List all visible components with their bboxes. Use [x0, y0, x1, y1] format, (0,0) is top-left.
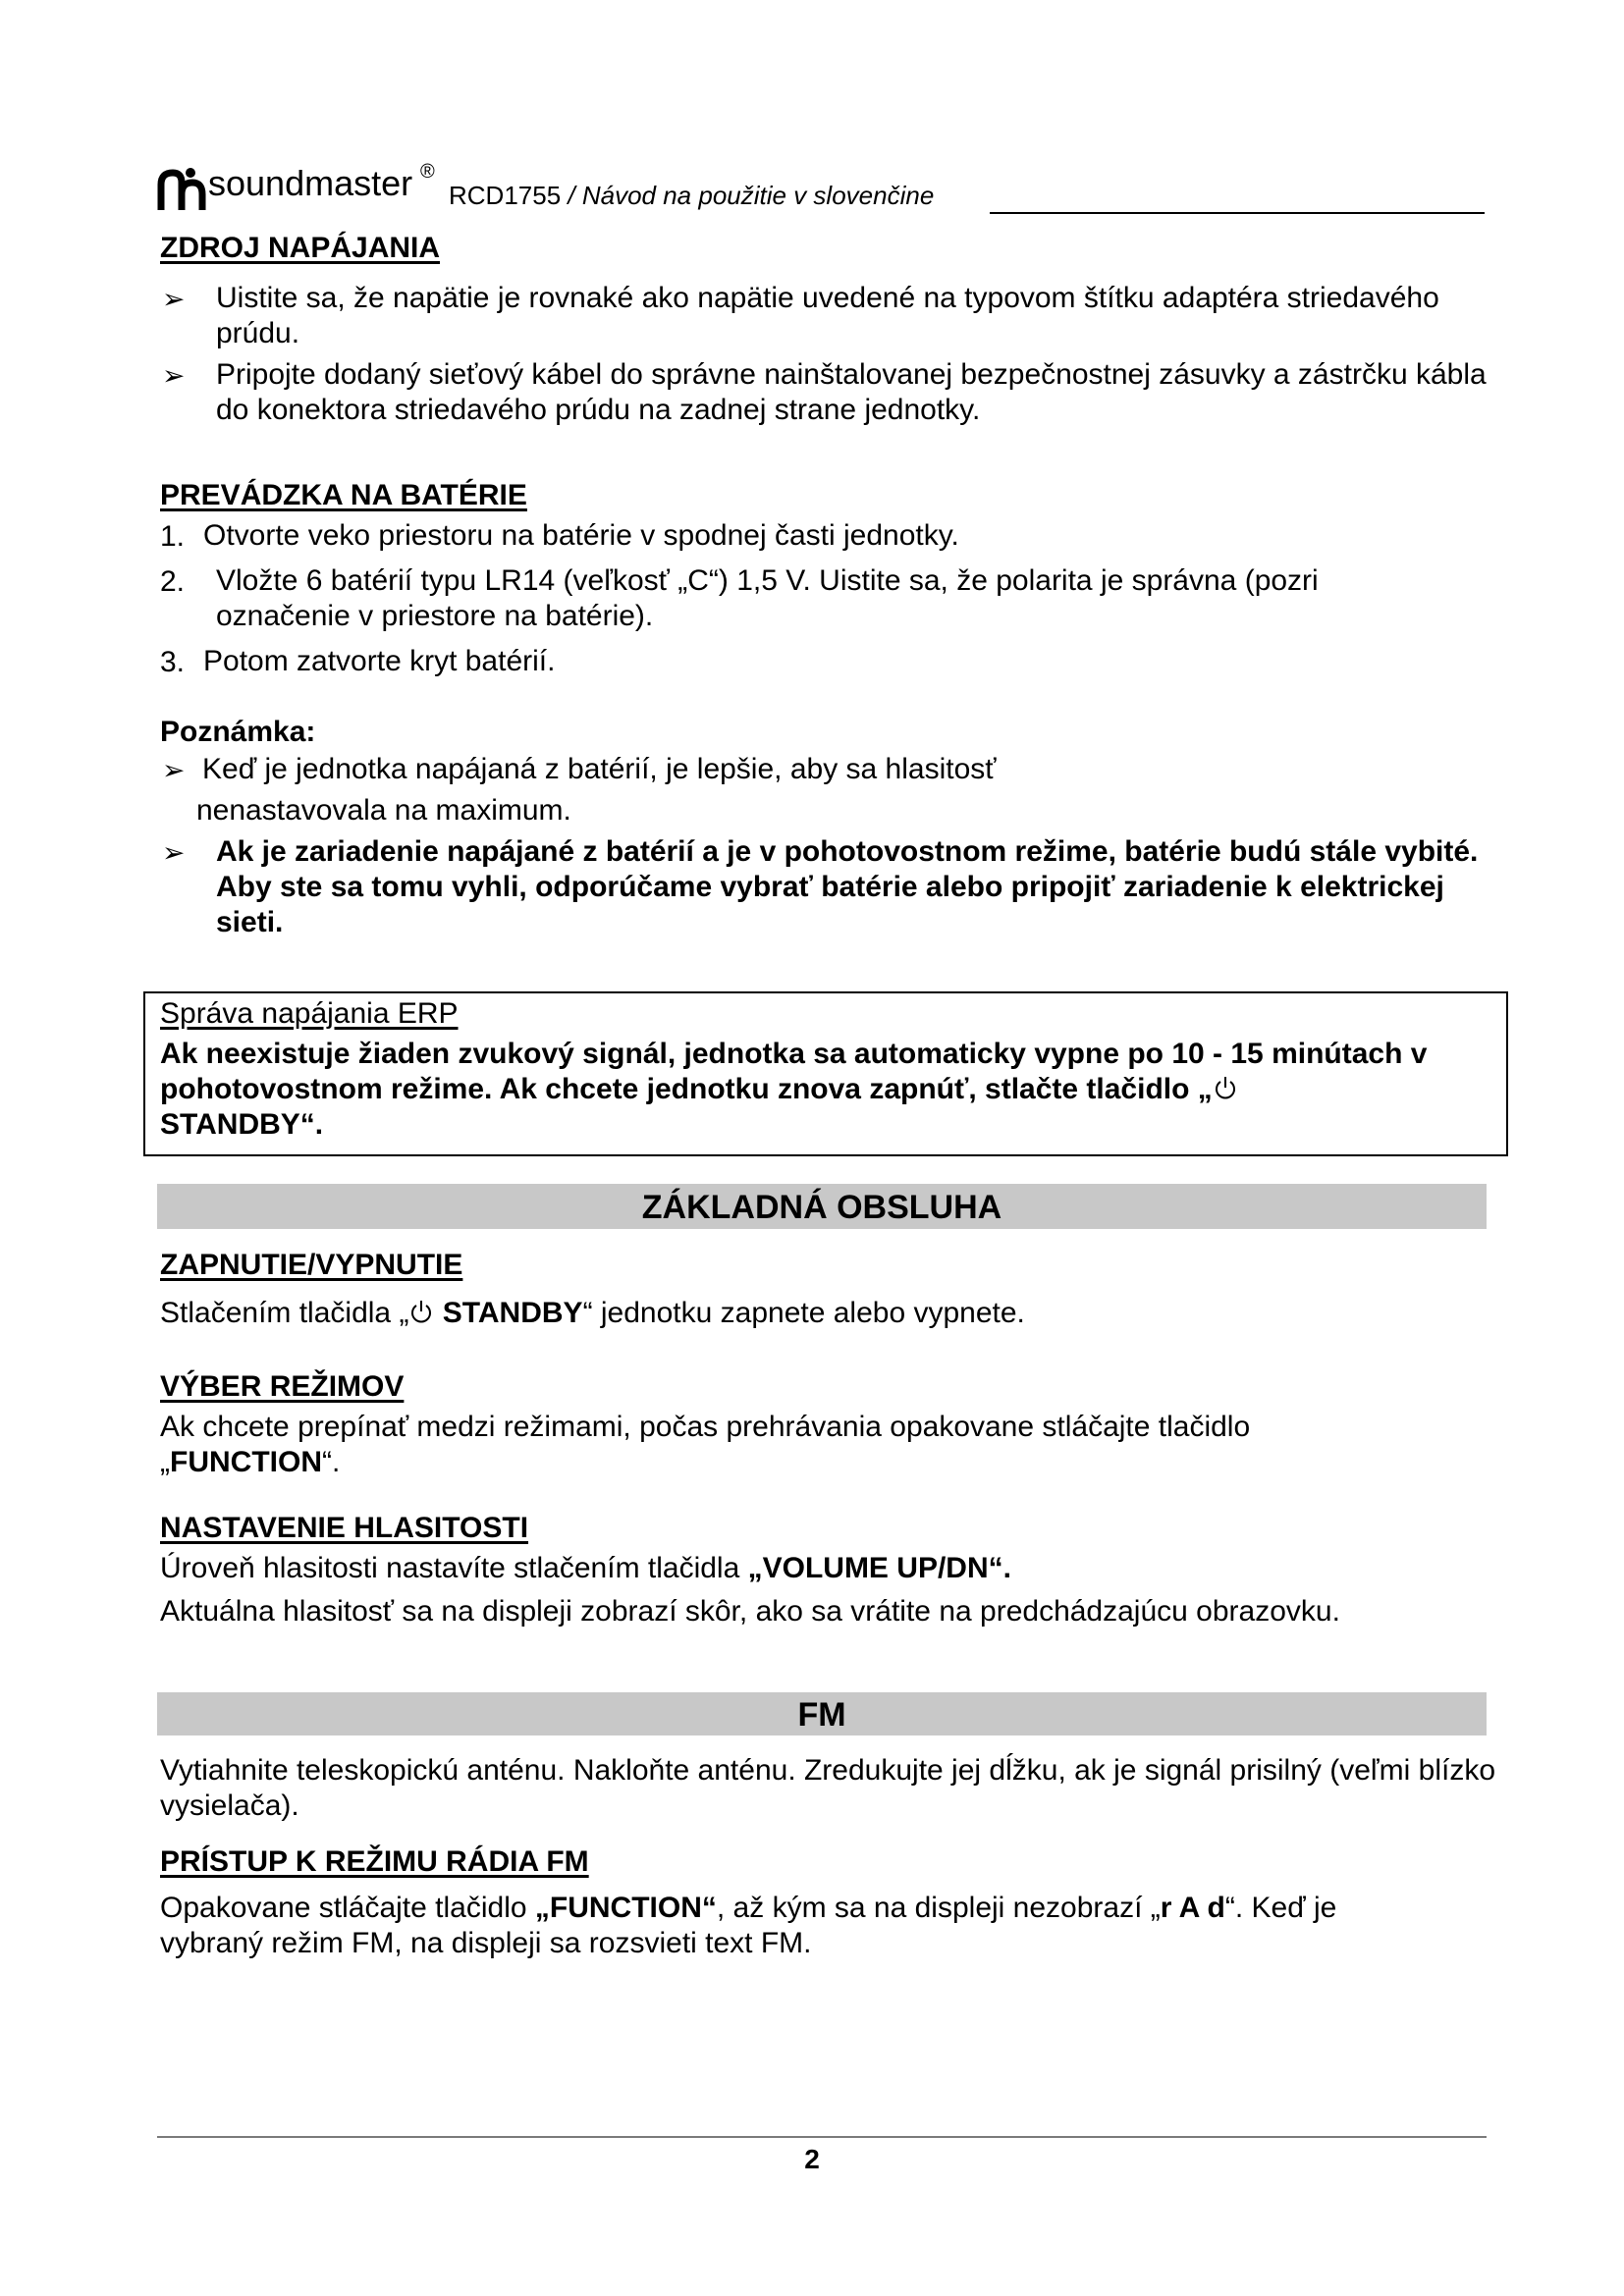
volume-title: NASTAVENIE HLASITOSTI [160, 1512, 529, 1544]
fm-access-text [160, 1891, 1436, 1961]
onoff-text [160, 1296, 1476, 1331]
battery-step-3: Potom zatvorte kryt batérií. [203, 645, 556, 677]
registered-mark: ® [420, 161, 435, 183]
fm-access-post: “. Keď je vybraný režim FM, na displeji sa rozsvieti text FM. [160, 1892, 1337, 1959]
mode-open-quote: „ [160, 1446, 170, 1478]
bullet-arrow-icon: ➢ [162, 837, 186, 868]
page-number: 2 [804, 2144, 820, 2174]
separator: / [561, 181, 582, 210]
volume-pre: Úroveň hlasitosti nastavíte stlačením tlačidla [160, 1552, 748, 1584]
fm-access-mid: , až kým sa na displeji nezobrazí „ [716, 1892, 1161, 1924]
erp-title: Správa napájania ERP [160, 997, 459, 1030]
mode-function: FUNCTION [170, 1446, 322, 1478]
note-item-1-continued: nenastavovala na maximum. [196, 794, 571, 827]
section-bar-fm: FM [157, 1692, 1487, 1735]
fm-access-title: PRÍSTUP K REŽIMU RÁDIA FM [160, 1845, 589, 1878]
soundmaster-logo-icon [157, 167, 206, 212]
manual-subtitle: Návod na použitie v slovenčine [581, 181, 935, 210]
bullet-arrow-icon: ➢ [162, 360, 186, 391]
volume-text-2: Aktuálna hlasitosť sa na displeji zobrazí skôr, ako sa vrátite na predchádzajúcu obrazovku. [160, 1595, 1340, 1628]
fm-access-display: r A d [1160, 1892, 1225, 1924]
bullet-arrow-icon: ➢ [162, 755, 186, 785]
fm-access-function: „FUNCTION“ [534, 1892, 717, 1924]
brand-name: soundmaster [208, 163, 413, 203]
footer-rule [157, 2136, 1487, 2138]
step-number: 1. [160, 520, 186, 553]
section-bar-basic: ZÁKLADNÁ OBSLUHA [157, 1184, 1487, 1229]
step-number: 2. [160, 565, 186, 598]
battery-title: PREVÁDZKA NA BATÉRIE [160, 479, 527, 511]
battery-step-1: Otvorte veko priestoru na batérie v spodnej časti jednotky. [203, 519, 959, 552]
header-rule [990, 212, 1485, 214]
power-title: ZDROJ NAPÁJANIA [160, 232, 441, 264]
mode-title: VÝBER REŽIMOV [160, 1370, 405, 1403]
volume-button-name: „VOLUME UP/DN“. [747, 1552, 1011, 1584]
erp-text [160, 1037, 1495, 1143]
bullet-arrow-icon: ➢ [162, 284, 186, 314]
note-item-2: Ak je zariadenie napájané z batérií a je v pohotovostnom režime, batérie budú stále vybité. Aby ste sa tomu vyhli, odporúčame vybrať batérie alebo pripojiť zariadenie k elektrickej sieti. [216, 835, 1479, 938]
fm-access-pre: Opakovane stláčajte tlačidlo [160, 1892, 535, 1924]
volume-text-1 [160, 1551, 1476, 1586]
power-item-2: Pripojte dodaný sieťový kábel do správne nainštalovanej bezpečnostnej zásuvky a zástrčku kábla do konektora striedavého prúdu na zadnej strane jednotky. [216, 358, 1487, 426]
mode-close-quote: “. [321, 1446, 341, 1478]
onoff-title: ZAPNUTIE/VYPNUTIE [160, 1249, 463, 1281]
erp-text-main: Ak neexistuje žiaden zvukový signál, jednotka sa automaticky vypne po 10 - 15 minútach v pohotovostnom režime. Ak chcete jednotku znova zapnúť, stlačte tlačidlo „ [160, 1038, 1428, 1105]
step-number: 3. [160, 646, 186, 678]
note-item-1: Keď je jednotka napájaná z batérií, je lepšie, aby sa hlasitosť [202, 753, 997, 785]
onoff-post: “ jednotku zapnete alebo vypnete. [582, 1297, 1025, 1329]
onoff-standby: STANDBY [434, 1297, 583, 1329]
power-item-1: Uistite sa, že napätie je rovnaké ako napätie uvedené na typovom štítku adaptéra striedavého prúdu. [216, 282, 1439, 349]
model-number: RCD1755 [449, 181, 562, 210]
fm-intro: Vytiahnite teleskopickú anténu. Nakloňte anténu. Zredukujte jej dĺžku, ak je signál prisilný (veľmi blízko vysielača). [160, 1754, 1496, 1822]
mode-text [160, 1410, 1476, 1480]
battery-step-2: Vložte 6 batérií typu LR14 (veľkosť „C“) 1,5 V. Uistite sa, že polarita je správna (pozri označenie v priestore na batérie). [216, 564, 1319, 632]
page-header [157, 161, 1485, 220]
power-icon [1213, 1075, 1238, 1100]
note-title: Poznámka: [160, 716, 316, 748]
onoff-pre: Stlačením tlačidla „ [160, 1297, 409, 1329]
power-icon [408, 1299, 434, 1324]
erp-text-standby: STANDBY“. [160, 1108, 324, 1141]
mode-text-main: Ak chcete prepínať medzi režimami, počas prehrávania opakovane stláčajte tlačidlo [160, 1411, 1251, 1443]
model-subtitle [449, 181, 934, 211]
